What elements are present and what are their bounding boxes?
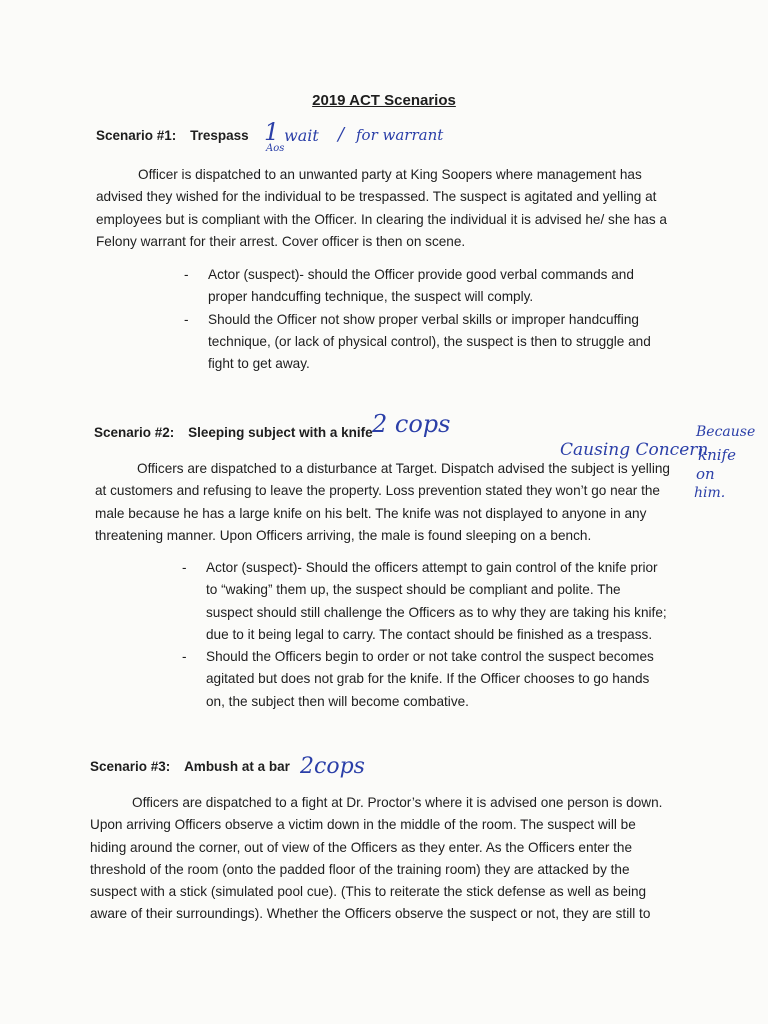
bullet-line: on, the subject then will become combative. bbox=[206, 693, 469, 709]
handwritten-note: wait bbox=[284, 126, 319, 145]
bullet-item bbox=[182, 557, 667, 646]
bullet-line: proper handcuffing technique, the suspect will comply. bbox=[208, 289, 534, 305]
paragraph-line: Officer is dispatched to an unwanted party at King Soopers where management has bbox=[138, 167, 642, 182]
scenario-2-title: Sleeping subject with a knife bbox=[188, 425, 373, 440]
bullet-marker: - bbox=[182, 649, 187, 665]
paragraph-line: Felony warrant for their arrest. Cover officer is then on scene. bbox=[96, 233, 466, 249]
bullet-line: Should the Officer not show proper verbal skills or improper handcuffing bbox=[208, 311, 639, 327]
scenario-3-title: Ambush at a bar bbox=[184, 759, 290, 774]
document-title: 2019 ACT Scenarios bbox=[312, 92, 456, 109]
bullet-item bbox=[182, 646, 667, 713]
paragraph-line: suspect with a stick (simulated pool cue). (This to reiterate the stick defense as well as being bbox=[90, 884, 647, 900]
bullet-marker: - bbox=[182, 560, 187, 575]
paragraph-line: threatening manner. Upon Officers arriving, the male is found sleeping on a bench. bbox=[95, 527, 592, 543]
handwritten-note: knife bbox=[698, 446, 736, 464]
handwritten-note: him. bbox=[694, 485, 726, 501]
scenario-3-number: Scenario #3: bbox=[90, 759, 171, 774]
handwritten-note: / bbox=[338, 124, 345, 145]
bullet-line: Actor (suspect)- should the Officer provide good verbal commands and bbox=[208, 267, 634, 282]
paragraph-line: threshold of the room (onto the padded floor of the training room) they are attacked by the bbox=[90, 861, 630, 877]
bullet-line: Should the Officers begin to order or not take control the suspect becomes bbox=[206, 649, 654, 665]
scenario-3-heading bbox=[90, 759, 290, 774]
bullet-marker: - bbox=[184, 267, 189, 282]
bullet-line: due to it being legal to carry. The contact should be finished as a trespass. bbox=[206, 626, 653, 642]
bullet-line: fight to get away. bbox=[208, 356, 310, 372]
paragraph-line: aware of their surroundings). Whether the Officers observe the suspect or not, they are still to bbox=[90, 906, 651, 922]
bullet-line: suspect should still challenge the Officers as to why they are taking his knife; bbox=[206, 604, 667, 620]
scenario-1-bullets bbox=[184, 264, 651, 375]
scenario-2-bullets bbox=[182, 557, 667, 713]
handwritten-note: Aos bbox=[266, 143, 285, 154]
scenario-1-heading bbox=[96, 128, 249, 143]
paragraph-line: employees but is compliant with the Officer. In clearing the individual it is advised he/ she has a bbox=[96, 211, 667, 227]
handwritten-note: for warrant bbox=[356, 126, 444, 144]
scenario-2-paragraph bbox=[95, 458, 670, 547]
handwritten-note: on bbox=[696, 465, 715, 483]
handwritten-note: 1 bbox=[264, 118, 280, 146]
handwritten-note: Causing Concern bbox=[560, 440, 709, 460]
scenario-2-number: Scenario #2: bbox=[94, 425, 175, 440]
bullet-marker: - bbox=[184, 311, 189, 327]
scenario-1-paragraph bbox=[96, 164, 667, 253]
paragraph-line: hiding around the corner, out of view of the Officers as they enter. As the Officers enter the bbox=[90, 839, 633, 855]
handwritten-note: 2 cops bbox=[372, 410, 451, 438]
paragraph-line: Upon arriving Officers observe a victim down in the middle of the room. The suspect will be bbox=[90, 817, 636, 833]
bullet-line: agitated but does not grab for the knife. If the Officer chooses to go hands bbox=[206, 671, 650, 687]
scenario-1-title: Trespass bbox=[190, 128, 249, 143]
bullet-line: technique, (or lack of physical control), the suspect is then to struggle and bbox=[208, 333, 651, 349]
bullet-item bbox=[184, 309, 651, 376]
bullet-item bbox=[184, 264, 651, 309]
paragraph-line: male because he has a large knife on his belt. The knife was not displayed to anyone in any bbox=[95, 505, 647, 521]
scenario-1-number: Scenario #1: bbox=[96, 128, 177, 143]
paragraph-line: Officers are dispatched to a disturbance at Target. Dispatch advised the subject is yelling bbox=[137, 461, 670, 476]
handwritten-note: Because bbox=[696, 424, 756, 440]
bullet-line: Actor (suspect)- Should the officers attempt to gain control of the knife prior bbox=[206, 560, 658, 575]
paragraph-line: Officers are dispatched to a fight at Dr. Proctor’s where it is advised one person is down. bbox=[132, 795, 663, 810]
paragraph-line: at customers and refusing to leave the property. Loss prevention stated they won’t go near the bbox=[95, 483, 660, 499]
handwritten-note: 2cops bbox=[300, 754, 365, 779]
scenario-3-paragraph bbox=[90, 792, 662, 926]
paragraph-line: advised they wished for the individual to be trespassed. The suspect is agitated and yelling at bbox=[96, 189, 657, 205]
scenario-2-heading bbox=[94, 425, 373, 440]
bullet-line: to “waking” them up, the suspect should be compliant and polite. The bbox=[206, 582, 621, 598]
